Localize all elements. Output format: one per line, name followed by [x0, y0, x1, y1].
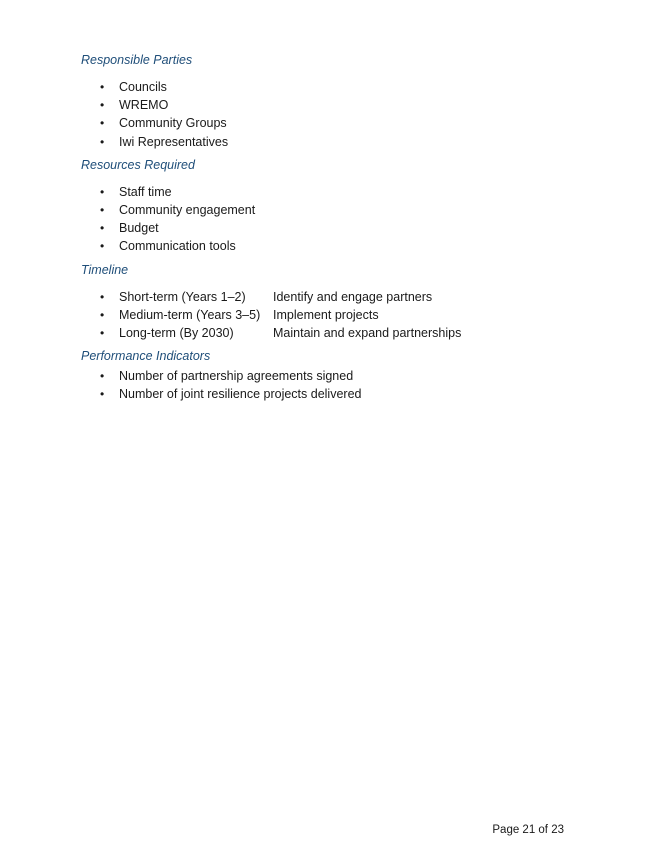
bullet-icon: • — [100, 134, 105, 149]
timeline-term: Medium-term (Years 3–5) — [119, 307, 261, 322]
section-responsible-parties — [81, 52, 581, 151]
section-resources-required — [81, 157, 581, 256]
timeline-row — [81, 288, 581, 306]
list-item — [81, 201, 581, 219]
bullet-icon: • — [100, 307, 105, 322]
list-item — [81, 96, 581, 114]
bullet-list — [81, 367, 581, 403]
section-performance-indicators — [81, 348, 581, 403]
bullet-icon: • — [100, 369, 105, 384]
list-item — [81, 78, 581, 96]
timeline-action: Implement projects — [273, 307, 379, 322]
list-item — [81, 237, 581, 255]
timeline-term: Long-term (By 2030) — [119, 326, 234, 341]
bullet-icon: • — [100, 221, 105, 236]
list-item-text: Staff time — [119, 184, 172, 199]
list-item-text: Iwi Representatives — [119, 134, 229, 149]
page-number: Page 21 of 23 — [492, 824, 564, 836]
timeline-action: Maintain and expand partnerships — [273, 326, 462, 341]
section-heading: Performance Indicators — [81, 349, 211, 364]
list-item — [81, 367, 581, 385]
bullet-icon: • — [100, 289, 105, 304]
list-item — [81, 133, 581, 151]
bullet-icon: • — [100, 326, 105, 341]
section-heading: Resources Required — [81, 157, 195, 172]
bullet-icon: • — [100, 387, 105, 402]
bullet-icon: • — [100, 184, 105, 199]
list-item — [81, 114, 581, 132]
timeline-list — [81, 288, 581, 343]
bullet-icon: • — [100, 116, 105, 131]
section-heading: Responsible Parties — [81, 53, 193, 67]
list-item-text: WREMO — [119, 98, 169, 113]
timeline-action: Identify and engage partners — [273, 289, 433, 304]
list-item-text: Community Groups — [119, 116, 227, 131]
bullet-list — [81, 78, 581, 151]
list-item-text: Number of partnership agreements signed — [119, 369, 354, 384]
timeline-row — [81, 306, 581, 324]
timeline-term: Short-term (Years 1–2) — [119, 289, 246, 304]
timeline-row — [81, 324, 581, 342]
bullet-list — [81, 183, 581, 256]
bullet-icon: • — [100, 239, 105, 254]
bullet-icon: • — [100, 80, 105, 94]
page-content — [81, 52, 581, 410]
list-item — [81, 183, 581, 201]
list-item-text: Budget — [119, 221, 159, 236]
bullet-icon: • — [100, 98, 105, 113]
list-item — [81, 385, 581, 403]
list-item-text: Community engagement — [119, 203, 256, 218]
list-item-text: Councils — [119, 80, 167, 94]
list-item-text: Communication tools — [119, 239, 236, 254]
section-timeline — [81, 262, 581, 343]
bullet-icon: • — [100, 203, 105, 218]
list-item — [81, 219, 581, 237]
list-item-text: Number of joint resilience projects delivered — [119, 387, 362, 402]
section-heading: Timeline — [81, 262, 129, 277]
